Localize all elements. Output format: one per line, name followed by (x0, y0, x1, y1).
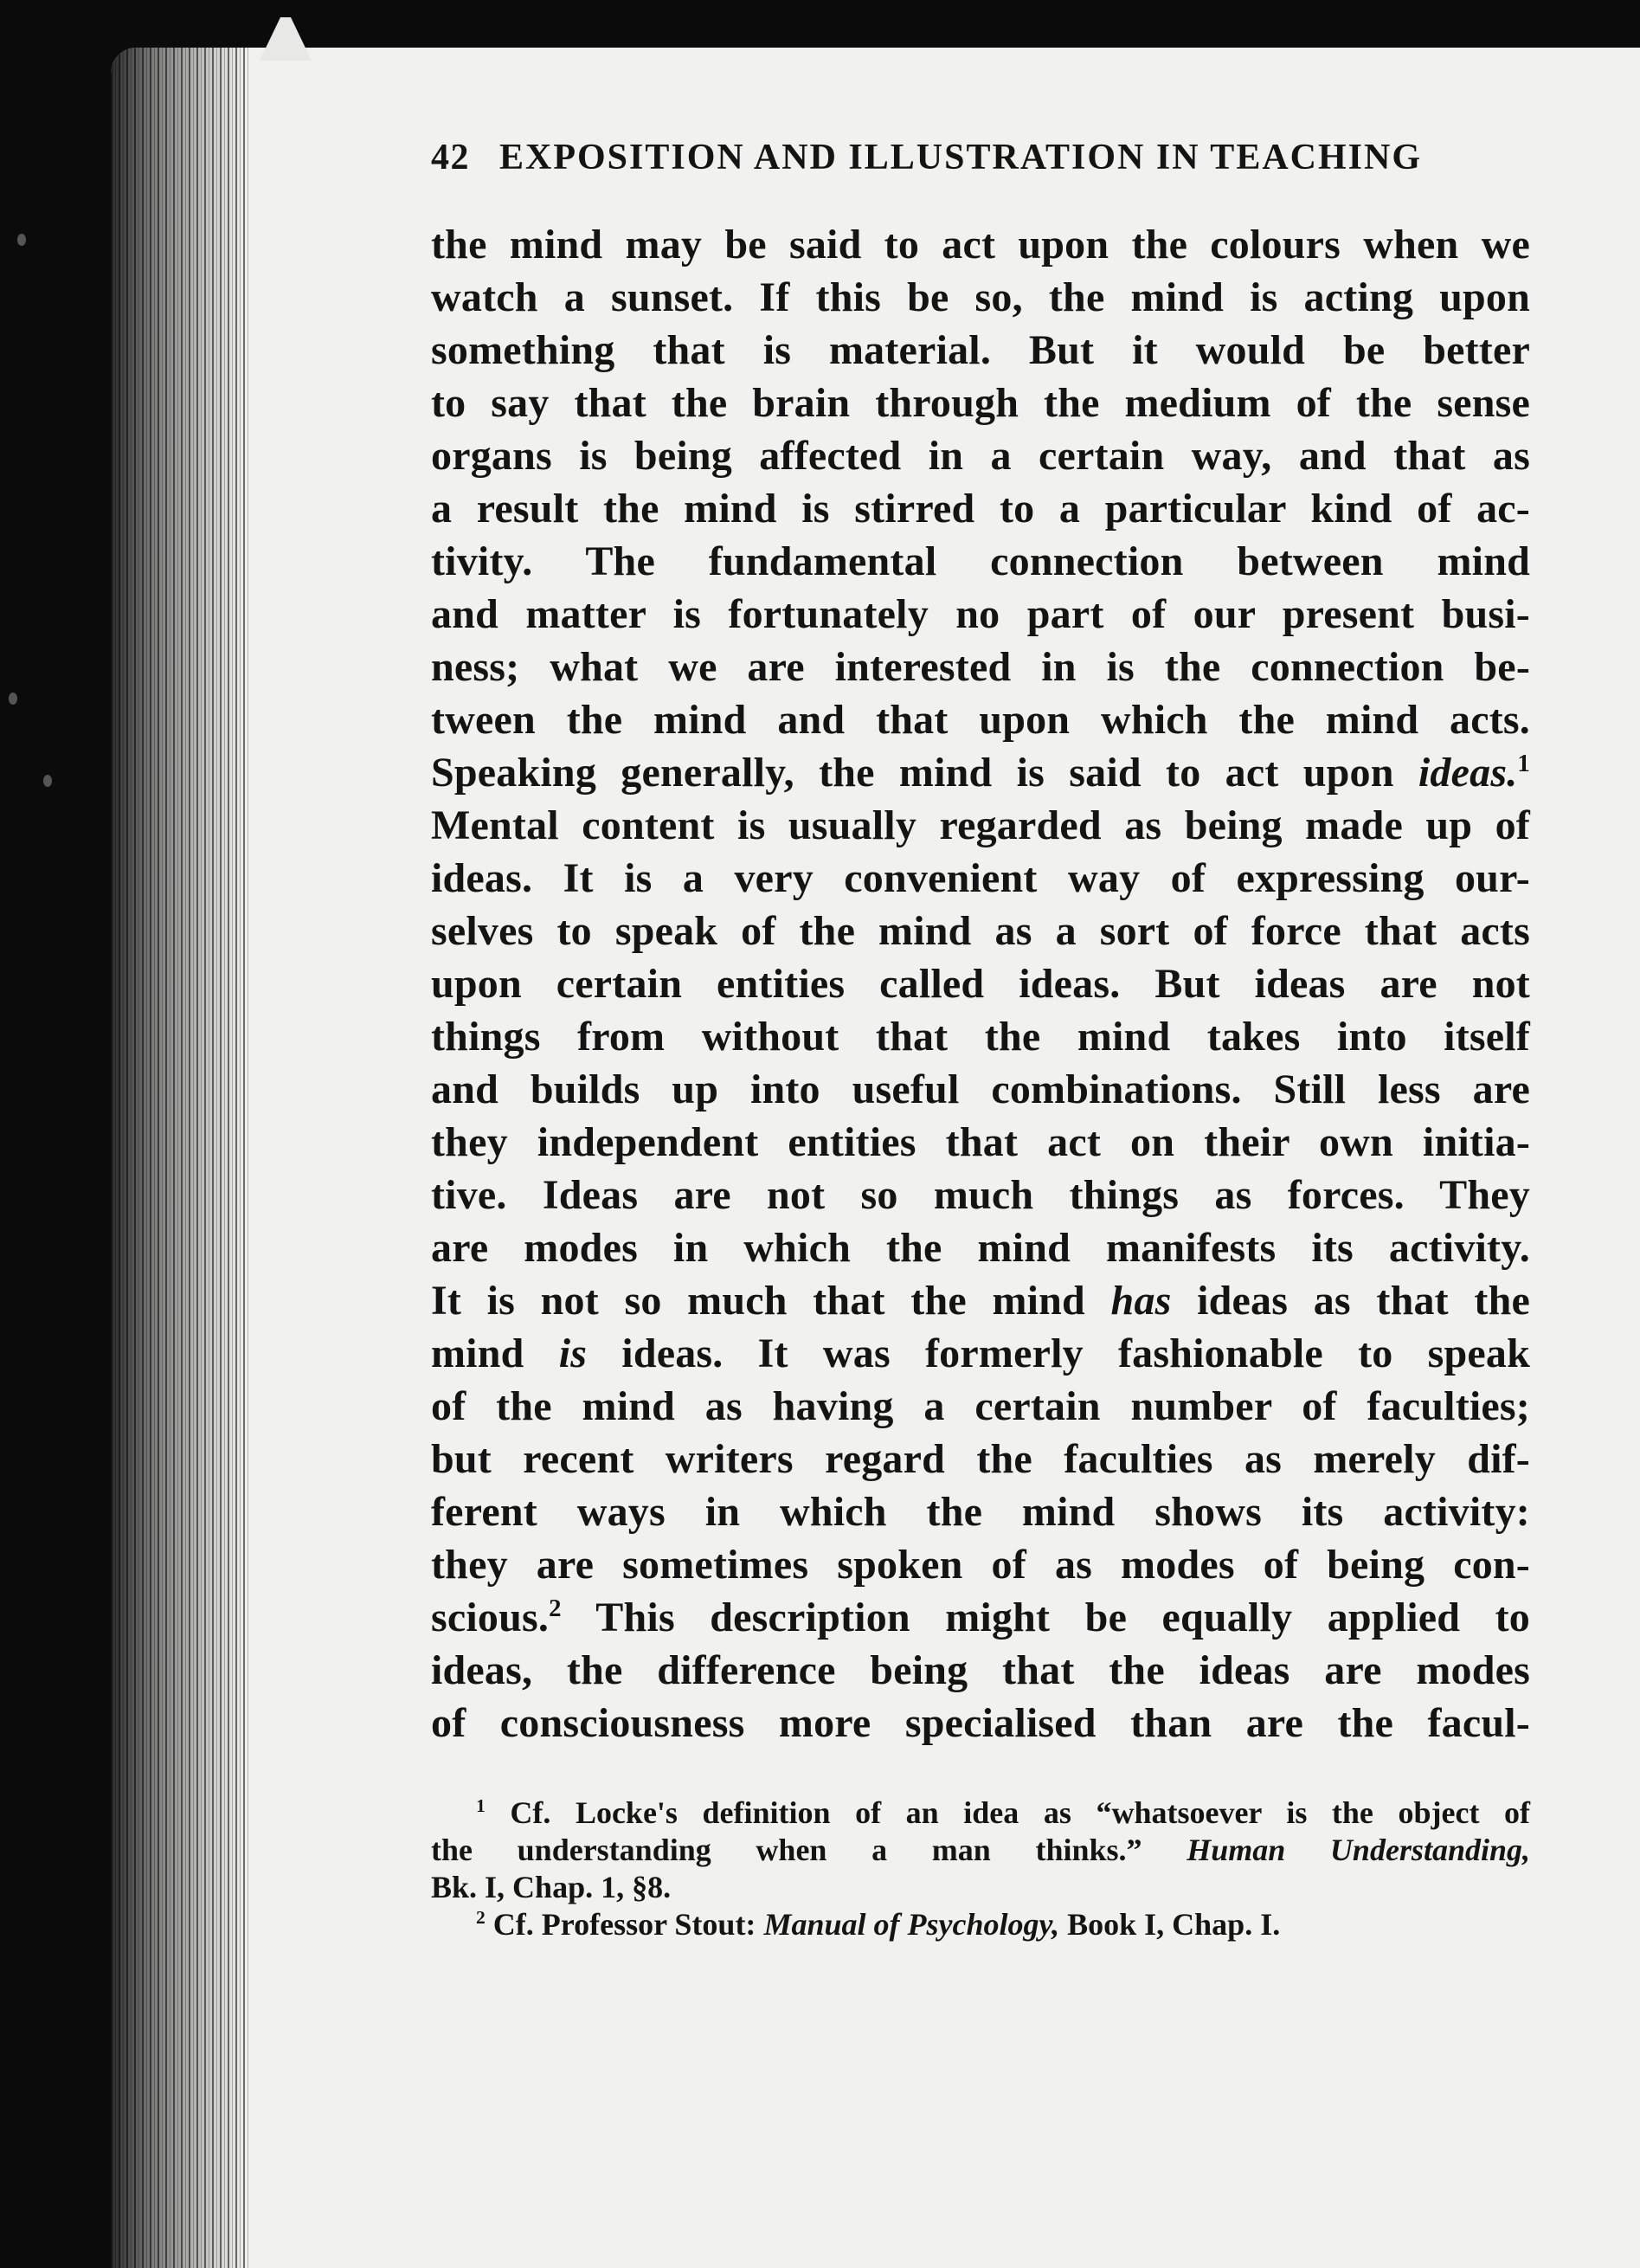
text-line: of the mind as having a certain number of faculties; (431, 1383, 1530, 1429)
text-line (431, 1274, 1530, 1327)
text-line (431, 1327, 1530, 1380)
running-head: EXPOSITION AND ILLUSTRATION IN TEACHING (499, 138, 1423, 177)
footnote-1-line: Bk. I, Chap. 1, §8. (431, 1870, 672, 1904)
text-line: and builds up into useful combinations. Still less are (431, 1066, 1530, 1112)
footnote-ref-1: 1 (1517, 750, 1531, 777)
text-line: things from without that the mind takes into itself (431, 1014, 1530, 1060)
page-number: 42 (431, 138, 470, 177)
text-line: the mind may be said to act upon the colours when we (431, 222, 1530, 267)
scan-speck (17, 234, 26, 246)
italic-word: is (558, 1331, 588, 1376)
text-line: tween the mind and that upon which the mind acts. (431, 697, 1530, 743)
body-text (431, 218, 1530, 1749)
text-fragment: ideas. It was formerly fashionable to speak (621, 1331, 1530, 1376)
text-line: but recent writers regard the faculties as merely dif- (431, 1436, 1530, 1482)
text-line: a result the mind is stirred to a particular kind of ac- (431, 486, 1530, 532)
scan-speck (43, 775, 52, 787)
italic-word: has (1110, 1278, 1172, 1324)
text-fragment: Speaking generally, the mind is said to act upon (431, 750, 1394, 796)
text-line: selves to speak of the mind as a sort of force that acts (431, 908, 1530, 954)
text-line: they are sometimes spoken of as modes of being con- (431, 1542, 1530, 1588)
text-line: ideas. It is a very convenient way of expressing our- (431, 855, 1530, 901)
text-line (431, 1591, 1530, 1644)
footnote-text: Cf. Professor Stout: (492, 1907, 756, 1942)
text-line: Mental content is usually regarded as being made up of (431, 802, 1530, 848)
text-line: of consciousness more specialised than are the facul- (431, 1700, 1530, 1746)
text-fragment: It is not so much that the mind (431, 1278, 1085, 1324)
footnote-marker: 1 (476, 1795, 486, 1816)
text-line: tivity. The fundamental connection between mind (431, 538, 1530, 584)
text-fragment: scious. (431, 1595, 550, 1640)
text-line: ideas, the difference being that the ideas are modes (431, 1647, 1530, 1693)
text-fragment: mind (431, 1331, 524, 1376)
footnote-text: the understanding when a man thinks.” (431, 1833, 1142, 1867)
footnote-ref-2: 2 (549, 1595, 562, 1622)
text-fragment: ideas as that the (1197, 1278, 1531, 1324)
footnote-text: Book I, Chap. I. (1067, 1907, 1281, 1942)
footnotes (431, 1794, 1530, 1943)
footnote-marker: 2 (476, 1907, 486, 1928)
text-line: ness; what we are interested in is the connection be- (431, 644, 1530, 690)
footnote-text: Cf. Locke's definition of an idea as “whatsoever is the object of (510, 1795, 1531, 1830)
italic-word: ideas. (1418, 750, 1518, 796)
footnote-title: Human Understanding, (1187, 1833, 1530, 1867)
text-line: upon certain entities called ideas. But ideas are not (431, 961, 1530, 1007)
text-line: watch a sunset. If this be so, the mind is acting upon (431, 274, 1530, 320)
scan-speck (9, 693, 17, 705)
page-stack-edge (111, 48, 249, 2268)
page-content (431, 137, 1530, 1943)
torn-corner (260, 17, 312, 61)
page-header (431, 137, 1530, 178)
footnote-1-line (431, 1832, 1530, 1869)
text-line: and matter is fortunately no part of our present busi- (431, 591, 1530, 637)
text-line: they independent entities that act on their own initia- (431, 1119, 1530, 1165)
text-line: are modes in which the mind manifests its activity. (431, 1225, 1530, 1271)
text-line: tive. Ideas are not so much things as forces. They (431, 1172, 1530, 1218)
text-line: organs is being affected in a certain way, and that as (431, 433, 1530, 479)
text-line: something that is material. But it would be better (431, 327, 1530, 373)
footnote-title: Manual of Psychology, (763, 1907, 1060, 1942)
text-line: to say that the brain through the medium of the sense (431, 380, 1530, 426)
text-line: ferent ways in which the mind shows its activity: (431, 1489, 1530, 1535)
text-fragment: This description might be equally applied to (595, 1595, 1530, 1640)
text-line (431, 746, 1530, 799)
footnote-2-line (431, 1906, 1530, 1943)
footnote-1-line (431, 1794, 1530, 1832)
